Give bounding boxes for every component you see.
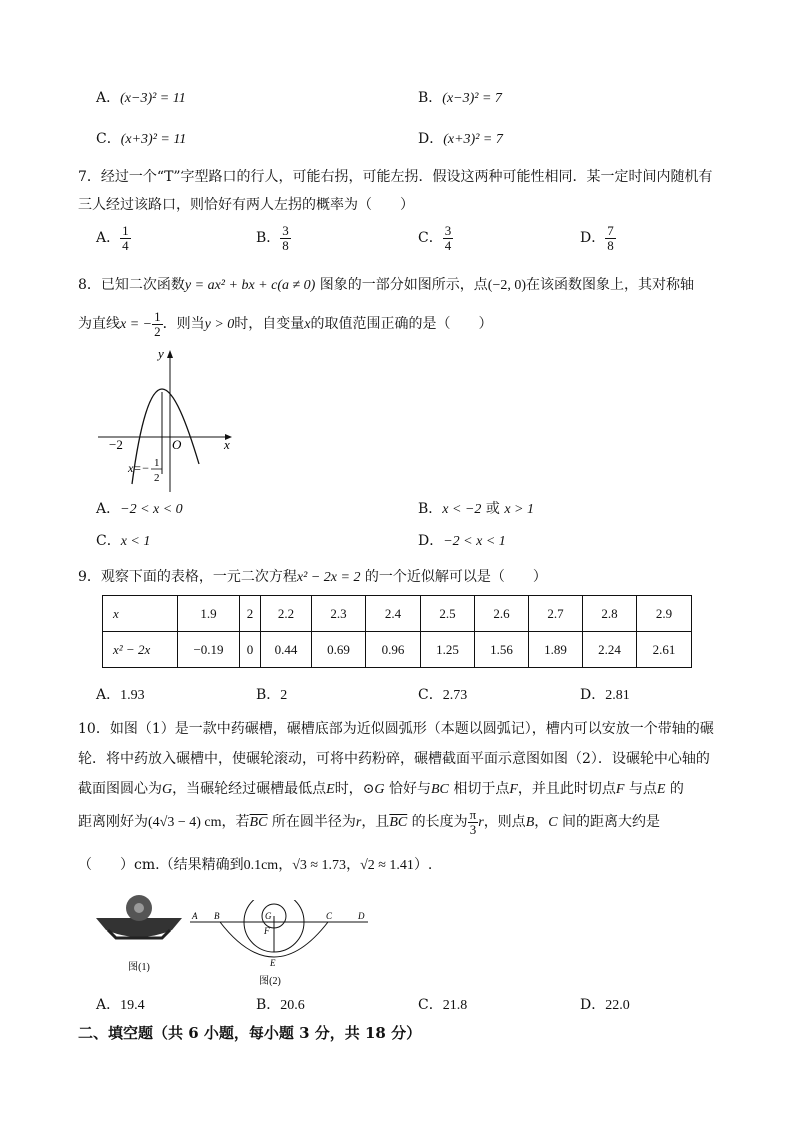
q8-option-d: D．−2 < x < 1 <box>418 533 506 549</box>
q8-parabola-graph <box>92 344 242 494</box>
q7-stem-line2: 三人经过该路口，则恰好有两人左拐的概率为（ ） <box>78 197 414 213</box>
q9-option-b: B．2 <box>256 687 288 703</box>
q9-option-a: A．1.93 <box>96 687 145 703</box>
fig2-caption: 图(2) <box>259 976 281 987</box>
q8-option-a: A．−2 < x < 0 <box>96 501 183 517</box>
q10-option-a: A．19.4 <box>96 997 145 1013</box>
table-cell: 2.61 <box>637 632 692 668</box>
graph-origin-label: O <box>172 437 182 452</box>
q10-stem-line4: 距离刚好为(4√3 − 4) cm，若$\overline{BC}$ 所在圆半径为r，且$\overline{BC}$ 的长度为 $\frac{\pi}{3}$ r，则点B，C 间的距离大约是 <box>78 807 661 837</box>
graph-axis-eq-label: x=− <box>128 461 150 475</box>
q6-option-b: B．(x−3)² = 7 <box>418 90 502 106</box>
q10-option-d: D．22.0 <box>580 997 630 1013</box>
table-cell: 2 <box>240 596 261 632</box>
q10-stem-line1: 10．如图（1）是一款中药碾槽，碾槽底部为近似圆弧形（本题以圆弧记），槽内可以安放一个带轴的碾 <box>78 721 714 737</box>
q7-option-d: D． $\frac{7}{8}$ <box>580 223 614 253</box>
graph-root-label: −2 <box>109 437 123 452</box>
fig1-caption: 图(1) <box>128 962 150 973</box>
fig2-label-e: E <box>270 958 276 968</box>
q6-option-d: D．(x+3)² = 7 <box>418 131 503 147</box>
fig2-label-a: A <box>192 911 198 921</box>
q10-figure2 <box>186 900 372 990</box>
section2-title: 二、填空题（共 6 小题，每小题 3 分，共 18 分） <box>78 1024 422 1042</box>
table-cell: 1.25 <box>421 632 475 668</box>
fig2-label-f: F <box>264 926 270 936</box>
q10-stem-line5: （ ）cm.（结果精确到0.1cm，√3 ≈ 1.73，√2 ≈ 1.41）. <box>78 857 433 873</box>
table-cell: 0.44 <box>261 632 312 668</box>
table-row <box>103 596 692 632</box>
q6-option-a: A．(x−3)² = 11 <box>96 90 186 106</box>
q9-stem: 9．观察下面的表格，一元二次方程x² − 2x = 2 的一个近似解可以是（ ） <box>78 569 547 585</box>
table-cell: 0.96 <box>366 632 421 668</box>
q8-stem-line1: 8．已知二次函数y = ax² + bx + c(a ≠ 0) 图象的一部分如图所示，点(−2, 0)在该函数图象上，其对称轴 <box>78 277 695 293</box>
q6-option-a-expr: (x−3)² = 11 <box>120 91 186 106</box>
q9-table <box>102 595 692 668</box>
q6-option-c: C．(x+3)² = 11 <box>96 131 187 147</box>
graph-axis-num: 1 <box>154 457 160 469</box>
q7-stem-line1: 7．经过一个“T”字型路口的行人，可能右拐，可能左拐．假设这两种可能性相同．某一定时间内随机有 <box>78 169 713 185</box>
table-cell: 2.8 <box>583 596 637 632</box>
y-axis-arrow-icon <box>167 350 173 358</box>
table-cell: 2.6 <box>475 596 529 632</box>
table-cell: 1.89 <box>529 632 583 668</box>
table-cell: 2.4 <box>366 596 421 632</box>
fig2-label-c: C <box>326 911 333 921</box>
table-head-fx: x² − 2x <box>103 632 178 668</box>
graph-x-label: x <box>224 437 230 452</box>
table-cell: 2.24 <box>583 632 637 668</box>
wheel-hub <box>134 903 144 913</box>
graph-y-label: y <box>158 346 164 361</box>
q8-option-c: C．x < 1 <box>96 533 151 549</box>
q10-stem-line2: 轮．将中药放入碾槽中，使碾轮滚动，可将中药粉碎，碾槽截面平面示意图如图（2）．设碾轮中心轴的 <box>78 751 710 767</box>
q9-equation: x² − 2x = 2 <box>296 570 361 585</box>
table-cell: 2.9 <box>637 596 692 632</box>
q8-point: (−2, 0) <box>487 278 527 293</box>
fig2-label-b: B <box>214 911 220 921</box>
q7-option-c: C． $\frac{3}{4}$ <box>418 223 452 253</box>
q10-option-b: B．20.6 <box>256 997 305 1013</box>
table-cell: 1.9 <box>178 596 240 632</box>
fig2-label-g: G <box>265 911 272 921</box>
table-cell: 2.3 <box>312 596 366 632</box>
q6-option-c-expr: (x+3)² = 11 <box>120 132 187 147</box>
q6-option-d-expr: (x+3)² = 7 <box>443 132 503 147</box>
table-cell: 0 <box>240 632 261 668</box>
fig2-label-d: D <box>358 911 365 921</box>
q10-option-c: C．21.8 <box>418 997 468 1013</box>
table-row <box>103 632 692 668</box>
table-cell: −0.19 <box>178 632 240 668</box>
q8-stem-line2: 为直线x = − $\frac{1}{2}$ ．则当y > 0时，自变量x的取值范围正确的是（ ） <box>78 309 493 339</box>
table-cell: 1.56 <box>475 632 529 668</box>
q7-option-b: B． $\frac{3}{8}$ <box>256 223 289 253</box>
q8-option-b: B．x < −2 或 x > 1 <box>418 501 534 517</box>
table-cell: 2.7 <box>529 596 583 632</box>
table-cell: 2.2 <box>261 596 312 632</box>
q8-function: y = ax² + bx + c <box>184 278 278 293</box>
graph-axis-den: 2 <box>154 472 160 484</box>
q9-option-d: D．2.81 <box>580 687 630 703</box>
q7-option-a: A． $\frac{1}{4}$ <box>96 223 129 253</box>
table-cell: 2.5 <box>421 596 475 632</box>
q10-figure1 <box>94 878 184 978</box>
q6-option-b-expr: (x−3)² = 7 <box>442 91 502 106</box>
table-cell: 0.69 <box>312 632 366 668</box>
q9-option-c: C．2.73 <box>418 687 468 703</box>
table-head-x: x <box>103 596 178 632</box>
q10-stem-line3: 截面图圆心为G，当碾轮经过碾槽最低点E时，⊙G 恰好与BC 相切于点F，并且此时切点F 与点E 的 <box>78 781 684 797</box>
